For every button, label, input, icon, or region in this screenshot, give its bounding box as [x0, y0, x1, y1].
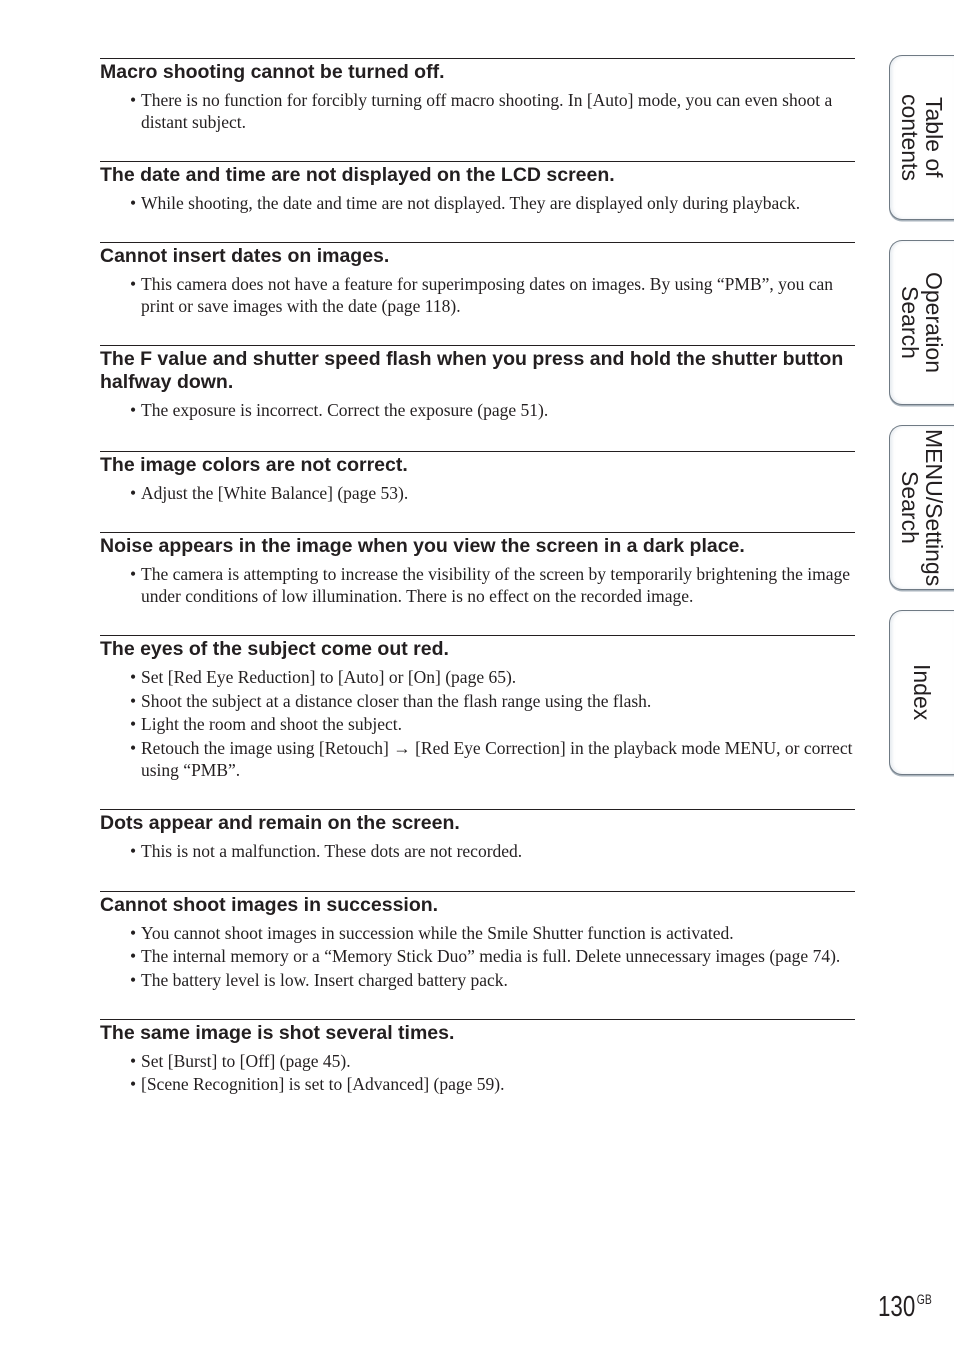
- troubleshooting-section: [100, 1019, 855, 1124]
- side-tab-operation-search[interactable]: [889, 240, 954, 405]
- side-tab-label: [910, 664, 934, 720]
- bullet-item: • The camera is attempting to increase the visibility of the screen by temporarily brightening the image under conditions of low illumination. There is no effect on the recorded image.: [141, 563, 857, 607]
- troubleshooting-section: [100, 345, 855, 451]
- section-heading: The date and time are not displayed on the LCD screen.: [100, 164, 615, 186]
- side-tab-label-line: contents: [897, 94, 923, 181]
- section-heading: The same image is shot several times.: [100, 1021, 455, 1044]
- bullet-item: • [Scene Recognition] is set to [Advanced] (page 59).: [141, 1073, 857, 1095]
- section-heading: Dots appear and remain on the screen.: [100, 811, 460, 834]
- bullet-item: • This is not a malfunction. These dots are not recorded.: [141, 840, 857, 862]
- bullet-list: [100, 666, 857, 781]
- bullet-item: • The battery level is low. Insert charged battery pack.: [141, 969, 857, 991]
- troubleshooting-section: [100, 532, 855, 635]
- bullet-item: • The exposure is incorrect. Correct the exposure (page 51).: [141, 399, 857, 421]
- side-tab-label-line: Table of: [921, 97, 947, 178]
- bullet-item: • You cannot shoot images in succession while the Smile Shutter function is activated.: [141, 922, 857, 944]
- section-heading: Macro shooting cannot be turned off.: [100, 61, 445, 83]
- bullet-item: • Shoot the subject at a distance closer than the flash range using the flash.: [141, 690, 857, 712]
- bullet-item: • Set [Burst] to [Off] (page 45).: [141, 1050, 857, 1072]
- section-heading: Cannot shoot images in succession.: [100, 893, 439, 916]
- section-heading: The F value and shutter speed flash when you press and hold the shutter button halfway down.: [100, 348, 844, 393]
- bullet-item: • There is no function for forcibly turning off macro shooting. In [Auto] mode, you can even shoot a distant subject.: [141, 89, 857, 133]
- page-number: [878, 1293, 932, 1322]
- troubleshooting-section: [100, 58, 855, 161]
- bullet-list: [100, 273, 857, 317]
- bullet-list: [100, 922, 857, 991]
- page-number-suffix: GB: [916, 1292, 932, 1307]
- bullet-item: • Light the room and shoot the subject.: [141, 713, 857, 735]
- bullet-list: [100, 89, 857, 133]
- bullet-list: [100, 482, 857, 504]
- troubleshooting-section: [100, 161, 855, 242]
- bullet-item: • The internal memory or a “Memory Stick Duo” media is full. Delete unnecessary images (page 74).: [141, 945, 857, 967]
- side-tab-label-line: MENU/Settings: [921, 428, 947, 587]
- troubleshooting-section: [100, 242, 855, 345]
- bullet-item: • Set [Red Eye Reduction] to [Auto] or [On] (page 65).: [141, 666, 857, 688]
- side-tab-index[interactable]: [889, 610, 954, 775]
- bullet-list: [100, 192, 857, 214]
- bullet-list: [100, 563, 857, 607]
- troubleshooting-content: [100, 58, 855, 1123]
- bullet-list: [100, 399, 857, 421]
- side-tab-label: [898, 94, 946, 181]
- bullet-item: • Retouch the image using [Retouch] → [Red Eye Correction] in the playback mode MENU, or correct using “PMB”.: [141, 737, 857, 781]
- section-heading: The eyes of the subject come out red.: [100, 638, 449, 660]
- side-tab-menu-settings-search[interactable]: [889, 425, 954, 590]
- bullet-item: • Adjust the [White Balance] (page 53).: [141, 482, 857, 504]
- bullet-list: [100, 840, 857, 862]
- page-number-value: 130: [878, 1291, 916, 1323]
- bullet-item: • While shooting, the date and time are not displayed. They are displayed only during playback.: [141, 192, 857, 214]
- side-tab-label-line: Search: [897, 471, 923, 544]
- troubleshooting-section: [100, 891, 855, 1019]
- bullet-list: [100, 1050, 857, 1096]
- side-tab-label: [898, 272, 946, 373]
- section-heading: Noise appears in the image when you view the screen in a dark place.: [100, 535, 745, 557]
- section-heading: Cannot insert dates on images.: [100, 245, 390, 267]
- bullet-item: • This camera does not have a feature for superimposing dates on images. By using “PMB”, you can print or save images with the date (page 118).: [141, 273, 857, 317]
- side-tab-label-line: Operation: [921, 271, 947, 373]
- troubleshooting-section: [100, 451, 855, 532]
- side-tab-label: [898, 429, 946, 586]
- side-tab-label-line: Search: [897, 286, 923, 359]
- side-tab-label-line: Index: [909, 664, 935, 721]
- section-heading: The image colors are not correct.: [100, 454, 408, 476]
- side-tab-table-of-contents[interactable]: [889, 55, 954, 220]
- troubleshooting-section: [100, 635, 855, 809]
- troubleshooting-section: [100, 809, 855, 891]
